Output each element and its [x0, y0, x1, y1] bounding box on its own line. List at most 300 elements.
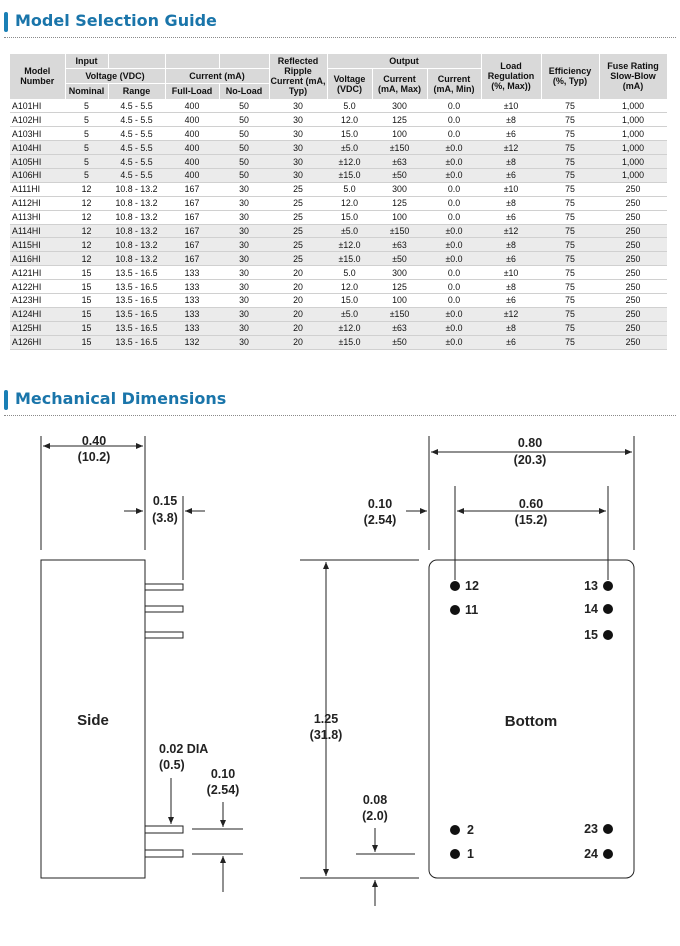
cell-no-load: 50 — [219, 113, 269, 127]
cell-fuse-rating: 250 — [599, 182, 667, 196]
cell-load-regulation: ±8 — [481, 238, 541, 252]
th-nominal: Nominal — [65, 83, 108, 99]
cell-fuse-rating: 1,000 — [599, 141, 667, 155]
cell-out-voltage: ±15.0 — [327, 168, 372, 182]
cell-out-current-max: ±50 — [372, 168, 427, 182]
cell-fuse-rating: 1,000 — [599, 155, 667, 169]
cell-load-regulation: ±6 — [481, 127, 541, 141]
cell-no-load: 30 — [219, 307, 269, 321]
cell-model: A124HI — [10, 307, 65, 321]
table-row — [10, 224, 667, 238]
th-blank — [165, 54, 219, 68]
cell-load-regulation: ±10 — [481, 266, 541, 280]
cell-no-load: 50 — [219, 141, 269, 155]
edge-offset-in: 0.10 — [367, 497, 393, 511]
pin-pitch-mm: (2.54) — [206, 783, 240, 797]
cell-out-current-max: ±150 — [372, 141, 427, 155]
edge-offset-mm: (2.54) — [363, 513, 397, 527]
cell-nominal: 12 — [65, 210, 108, 224]
cell-model: A111HI — [10, 182, 65, 196]
cell-full-load: 400 — [165, 155, 219, 169]
th-input: Input — [65, 54, 108, 68]
pin-11-dot — [450, 605, 460, 615]
cell-ripple: 30 — [269, 127, 327, 141]
pin-14-dot — [603, 604, 613, 614]
pin-length-mm: (3.8) — [152, 511, 178, 525]
side-label: Side — [77, 712, 109, 729]
cell-model: A126HI — [10, 335, 65, 349]
side-pin — [145, 632, 183, 638]
cell-ripple: 25 — [269, 210, 327, 224]
cell-ripple: 30 — [269, 141, 327, 155]
cell-out-current-min: 0.0 — [427, 266, 481, 280]
cell-range: 4.5 - 5.5 — [108, 113, 165, 127]
cell-range: 10.8 - 13.2 — [108, 238, 165, 252]
cell-no-load: 50 — [219, 168, 269, 182]
cell-ripple: 30 — [269, 168, 327, 182]
cell-no-load: 30 — [219, 280, 269, 294]
cell-ripple: 30 — [269, 155, 327, 169]
pin-12-dot — [450, 581, 460, 591]
table-body — [10, 99, 667, 349]
cell-fuse-rating: 1,000 — [599, 99, 667, 113]
table-row — [10, 266, 667, 280]
cell-model: A105HI — [10, 155, 65, 169]
cell-out-current-min: 0.0 — [427, 99, 481, 113]
cell-out-voltage: ±5.0 — [327, 224, 372, 238]
cell-efficiency: 75 — [541, 99, 599, 113]
cell-nominal: 5 — [65, 155, 108, 169]
cell-full-load: 132 — [165, 335, 219, 349]
cell-ripple: 30 — [269, 99, 327, 113]
cell-load-regulation: ±8 — [481, 321, 541, 335]
cell-out-voltage: ±15.0 — [327, 252, 372, 266]
cell-no-load: 30 — [219, 182, 269, 196]
cell-out-current-max: ±150 — [372, 307, 427, 321]
pin-13-label: 13 — [584, 579, 598, 593]
cell-nominal: 12 — [65, 238, 108, 252]
cell-out-current-min: 0.0 — [427, 113, 481, 127]
pin-2-dot — [450, 825, 460, 835]
cell-load-regulation: ±8 — [481, 280, 541, 294]
cell-fuse-rating: 250 — [599, 280, 667, 294]
cell-ripple: 30 — [269, 113, 327, 127]
cell-model: A122HI — [10, 280, 65, 294]
cell-ripple: 20 — [269, 266, 327, 280]
pin-24-dot — [603, 849, 613, 859]
th-blank — [219, 54, 269, 68]
cell-efficiency: 75 — [541, 113, 599, 127]
cell-efficiency: 75 — [541, 224, 599, 238]
cell-out-current-min: ±0.0 — [427, 252, 481, 266]
cell-range: 4.5 - 5.5 — [108, 155, 165, 169]
cell-range: 13.5 - 16.5 — [108, 321, 165, 335]
cell-fuse-rating: 250 — [599, 293, 667, 307]
cell-efficiency: 75 — [541, 141, 599, 155]
pin-11-label: 11 — [465, 603, 479, 617]
cell-nominal: 5 — [65, 141, 108, 155]
section-title: Model Selection Guide — [15, 11, 217, 30]
bottom-offset-in: 0.08 — [362, 793, 388, 807]
side-pin — [145, 826, 183, 833]
cell-out-current-min: ±0.0 — [427, 168, 481, 182]
table-row — [10, 99, 667, 113]
table-row — [10, 280, 667, 294]
cell-nominal: 12 — [65, 182, 108, 196]
cell-out-current-min: ±0.0 — [427, 321, 481, 335]
cell-fuse-rating: 250 — [599, 252, 667, 266]
side-pin — [145, 850, 183, 857]
cell-out-voltage: 12.0 — [327, 196, 372, 210]
th-input-voltage: Voltage (VDC) — [65, 68, 165, 83]
cell-out-current-max: 300 — [372, 182, 427, 196]
cell-ripple: 25 — [269, 252, 327, 266]
cell-out-current-max: 125 — [372, 280, 427, 294]
cell-load-regulation: ±12 — [481, 141, 541, 155]
section-accent-bar — [4, 12, 8, 32]
cell-nominal: 15 — [65, 321, 108, 335]
th-output-current-min: Current (mA, Min) — [427, 68, 481, 99]
cell-nominal: 15 — [65, 266, 108, 280]
cell-out-current-min: 0.0 — [427, 196, 481, 210]
pin-15-dot — [603, 630, 613, 640]
pin-12-label: 12 — [465, 579, 479, 593]
cell-out-voltage: 12.0 — [327, 280, 372, 294]
section-title: Mechanical Dimensions — [15, 389, 227, 408]
cell-range: 10.8 - 13.2 — [108, 182, 165, 196]
height-in: 1.25 — [313, 712, 339, 726]
cell-fuse-rating: 250 — [599, 238, 667, 252]
cell-full-load: 133 — [165, 280, 219, 294]
table-row — [10, 307, 667, 321]
cell-efficiency: 75 — [541, 196, 599, 210]
cell-load-regulation: ±6 — [481, 168, 541, 182]
cell-model: A116HI — [10, 252, 65, 266]
cell-out-voltage: ±12.0 — [327, 155, 372, 169]
cell-no-load: 30 — [219, 293, 269, 307]
cell-range: 4.5 - 5.5 — [108, 99, 165, 113]
cell-efficiency: 75 — [541, 182, 599, 196]
th-fuse-rating: Fuse Rating Slow-Blow (mA) — [599, 54, 667, 99]
cell-out-current-min: 0.0 — [427, 127, 481, 141]
pin-dia-in: 0.02 DIA — [159, 742, 209, 756]
cell-range: 10.8 - 13.2 — [108, 196, 165, 210]
cell-out-voltage: 5.0 — [327, 99, 372, 113]
cell-load-regulation: ±8 — [481, 155, 541, 169]
cell-out-current-max: ±63 — [372, 321, 427, 335]
cell-out-current-max: 300 — [372, 266, 427, 280]
th-efficiency: Efficiency (%, Typ) — [541, 54, 599, 99]
model-selection-table — [10, 54, 668, 350]
th-full-load: Full-Load — [165, 83, 219, 99]
cell-out-current-max: 100 — [372, 293, 427, 307]
cell-no-load: 30 — [219, 210, 269, 224]
table-row — [10, 293, 667, 307]
cell-ripple: 20 — [269, 307, 327, 321]
cell-model: A112HI — [10, 196, 65, 210]
th-blank — [108, 54, 165, 68]
cell-ripple: 25 — [269, 196, 327, 210]
cell-full-load: 167 — [165, 238, 219, 252]
cell-full-load: 167 — [165, 252, 219, 266]
cell-model: A114HI — [10, 224, 65, 238]
cell-model: A101HI — [10, 99, 65, 113]
cell-full-load: 167 — [165, 196, 219, 210]
table-row — [10, 321, 667, 335]
cell-range: 13.5 - 16.5 — [108, 307, 165, 321]
pin-pitch-in: 0.10 — [210, 767, 236, 781]
cell-model: A113HI — [10, 210, 65, 224]
th-load-regulation: Load Regulation (%, Max)) — [481, 54, 541, 99]
cell-model: A123HI — [10, 293, 65, 307]
pin-span-mm: (15.2) — [514, 513, 548, 527]
cell-efficiency: 75 — [541, 335, 599, 349]
cell-efficiency: 75 — [541, 280, 599, 294]
cell-no-load: 30 — [219, 266, 269, 280]
cell-range: 13.5 - 16.5 — [108, 266, 165, 280]
cell-efficiency: 75 — [541, 293, 599, 307]
cell-range: 10.8 - 13.2 — [108, 224, 165, 238]
pin-2-label: 2 — [467, 823, 474, 837]
cell-model: A104HI — [10, 141, 65, 155]
cell-nominal: 12 — [65, 252, 108, 266]
cell-nominal: 12 — [65, 196, 108, 210]
cell-out-voltage: ±5.0 — [327, 141, 372, 155]
side-pin — [145, 606, 183, 612]
table-row — [10, 252, 667, 266]
bottom-width-in: 0.80 — [517, 436, 543, 450]
cell-range: 4.5 - 5.5 — [108, 141, 165, 155]
cell-fuse-rating: 250 — [599, 210, 667, 224]
cell-model: A125HI — [10, 321, 65, 335]
cell-load-regulation: ±12 — [481, 224, 541, 238]
cell-out-current-min: ±0.0 — [427, 307, 481, 321]
cell-out-current-min: ±0.0 — [427, 335, 481, 349]
table-row — [10, 210, 667, 224]
pin-length-in: 0.15 — [152, 494, 178, 508]
th-output: Output — [327, 54, 481, 68]
table-row — [10, 141, 667, 155]
cell-out-current-min: 0.0 — [427, 280, 481, 294]
cell-load-regulation: ±6 — [481, 210, 541, 224]
cell-fuse-rating: 250 — [599, 335, 667, 349]
cell-range: 13.5 - 16.5 — [108, 335, 165, 349]
cell-out-voltage: 5.0 — [327, 182, 372, 196]
cell-out-current-min: ±0.0 — [427, 238, 481, 252]
cell-out-current-max: ±50 — [372, 335, 427, 349]
th-input-current: Current (mA) — [165, 68, 269, 83]
cell-out-current-max: 100 — [372, 210, 427, 224]
cell-range: 10.8 - 13.2 — [108, 252, 165, 266]
cell-no-load: 50 — [219, 127, 269, 141]
cell-no-load: 30 — [219, 335, 269, 349]
cell-nominal: 12 — [65, 224, 108, 238]
cell-ripple: 25 — [269, 238, 327, 252]
cell-range: 4.5 - 5.5 — [108, 168, 165, 182]
cell-nominal: 15 — [65, 335, 108, 349]
cell-range: 4.5 - 5.5 — [108, 127, 165, 141]
cell-ripple: 20 — [269, 335, 327, 349]
side-width-in: 0.40 — [81, 434, 107, 448]
cell-no-load: 30 — [219, 224, 269, 238]
bottom-width-mm: (20.3) — [513, 453, 547, 467]
cell-full-load: 400 — [165, 127, 219, 141]
cell-efficiency: 75 — [541, 210, 599, 224]
cell-range: 10.8 - 13.2 — [108, 210, 165, 224]
side-pin — [145, 584, 183, 590]
pin-span-in: 0.60 — [518, 497, 544, 511]
section-accent-bar — [4, 390, 8, 410]
cell-fuse-rating: 250 — [599, 321, 667, 335]
th-model-number: Model Number — [10, 54, 65, 99]
cell-out-voltage: ±12.0 — [327, 238, 372, 252]
cell-full-load: 167 — [165, 210, 219, 224]
cell-model: A106HI — [10, 168, 65, 182]
pin-1-dot — [450, 849, 460, 859]
cell-model: A103HI — [10, 127, 65, 141]
pin-23-label: 23 — [584, 822, 598, 836]
cell-out-voltage: 15.0 — [327, 210, 372, 224]
cell-model: A102HI — [10, 113, 65, 127]
pin-24-label: 24 — [584, 847, 598, 861]
th-output-current-max: Current (mA, Max) — [372, 68, 427, 99]
cell-out-current-min: ±0.0 — [427, 141, 481, 155]
cell-nominal: 15 — [65, 307, 108, 321]
mechanical-drawing — [0, 420, 680, 946]
cell-efficiency: 75 — [541, 321, 599, 335]
table-row — [10, 155, 667, 169]
cell-load-regulation: ±10 — [481, 99, 541, 113]
side-width-mm: (10.2) — [77, 450, 111, 464]
cell-fuse-rating: 1,000 — [599, 113, 667, 127]
cell-out-voltage: 15.0 — [327, 127, 372, 141]
cell-no-load: 30 — [219, 196, 269, 210]
cell-out-voltage: ±15.0 — [327, 335, 372, 349]
pin-1-label: 1 — [467, 847, 474, 861]
cell-out-current-max: ±50 — [372, 252, 427, 266]
bottom-offset-mm: (2.0) — [362, 809, 388, 823]
cell-ripple: 25 — [269, 182, 327, 196]
cell-ripple: 25 — [269, 224, 327, 238]
th-reflected-ripple: Reflected Ripple Current (mA, Typ) — [269, 54, 327, 99]
cell-efficiency: 75 — [541, 266, 599, 280]
th-output-voltage: Voltage (VDC) — [327, 68, 372, 99]
cell-full-load: 400 — [165, 168, 219, 182]
model-selection-header — [0, 3, 680, 39]
cell-out-current-max: 125 — [372, 196, 427, 210]
cell-range: 13.5 - 16.5 — [108, 280, 165, 294]
dotted-divider — [4, 415, 676, 416]
cell-load-regulation: ±6 — [481, 252, 541, 266]
cell-load-regulation: ±6 — [481, 293, 541, 307]
cell-no-load: 50 — [219, 155, 269, 169]
cell-full-load: 400 — [165, 113, 219, 127]
cell-efficiency: 75 — [541, 155, 599, 169]
table-row — [10, 335, 667, 349]
cell-load-regulation: ±6 — [481, 335, 541, 349]
table-row — [10, 238, 667, 252]
cell-range: 13.5 - 16.5 — [108, 293, 165, 307]
cell-fuse-rating: 250 — [599, 196, 667, 210]
cell-out-current-min: 0.0 — [427, 182, 481, 196]
cell-full-load: 167 — [165, 182, 219, 196]
cell-out-current-min: 0.0 — [427, 210, 481, 224]
cell-full-load: 167 — [165, 224, 219, 238]
cell-model: A115HI — [10, 238, 65, 252]
cell-no-load: 30 — [219, 238, 269, 252]
cell-out-voltage: ±12.0 — [327, 321, 372, 335]
cell-fuse-rating: 250 — [599, 224, 667, 238]
pin-15-label: 15 — [584, 628, 598, 642]
cell-out-voltage: 12.0 — [327, 113, 372, 127]
cell-out-current-max: ±150 — [372, 224, 427, 238]
cell-out-voltage: 5.0 — [327, 266, 372, 280]
cell-full-load: 133 — [165, 307, 219, 321]
cell-out-current-min: ±0.0 — [427, 155, 481, 169]
cell-ripple: 20 — [269, 293, 327, 307]
cell-model: A121HI — [10, 266, 65, 280]
cell-load-regulation: ±12 — [481, 307, 541, 321]
cell-no-load: 30 — [219, 321, 269, 335]
cell-nominal: 15 — [65, 293, 108, 307]
cell-ripple: 20 — [269, 321, 327, 335]
cell-nominal: 5 — [65, 113, 108, 127]
cell-fuse-rating: 250 — [599, 266, 667, 280]
table-row — [10, 196, 667, 210]
cell-out-voltage: 15.0 — [327, 293, 372, 307]
cell-efficiency: 75 — [541, 252, 599, 266]
cell-full-load: 133 — [165, 321, 219, 335]
cell-out-current-max: 300 — [372, 99, 427, 113]
cell-efficiency: 75 — [541, 127, 599, 141]
bottom-label: Bottom — [504, 713, 558, 730]
cell-out-current-max: 125 — [372, 113, 427, 127]
cell-full-load: 133 — [165, 293, 219, 307]
cell-out-current-max: ±63 — [372, 155, 427, 169]
cell-load-regulation: ±10 — [481, 182, 541, 196]
table-row — [10, 113, 667, 127]
pin-23-dot — [603, 824, 613, 834]
cell-out-current-min: ±0.0 — [427, 224, 481, 238]
table-row — [10, 127, 667, 141]
cell-ripple: 20 — [269, 280, 327, 294]
cell-efficiency: 75 — [541, 307, 599, 321]
cell-fuse-rating: 250 — [599, 307, 667, 321]
pin-13-dot — [603, 581, 613, 591]
pin-dia-mm: (0.5) — [159, 758, 185, 772]
table-row — [10, 168, 667, 182]
cell-efficiency: 75 — [541, 168, 599, 182]
cell-full-load: 400 — [165, 141, 219, 155]
cell-full-load: 400 — [165, 99, 219, 113]
cell-nominal: 5 — [65, 127, 108, 141]
pin-14-label: 14 — [584, 602, 598, 616]
cell-efficiency: 75 — [541, 238, 599, 252]
cell-nominal: 15 — [65, 280, 108, 294]
cell-no-load: 30 — [219, 252, 269, 266]
cell-out-current-max: 100 — [372, 127, 427, 141]
cell-out-current-max: ±63 — [372, 238, 427, 252]
cell-no-load: 50 — [219, 99, 269, 113]
cell-out-current-min: 0.0 — [427, 293, 481, 307]
cell-load-regulation: ±8 — [481, 196, 541, 210]
cell-nominal: 5 — [65, 99, 108, 113]
cell-fuse-rating: 1,000 — [599, 127, 667, 141]
cell-full-load: 133 — [165, 266, 219, 280]
table-row — [10, 182, 667, 196]
dotted-divider — [4, 37, 676, 38]
cell-out-voltage: ±5.0 — [327, 307, 372, 321]
